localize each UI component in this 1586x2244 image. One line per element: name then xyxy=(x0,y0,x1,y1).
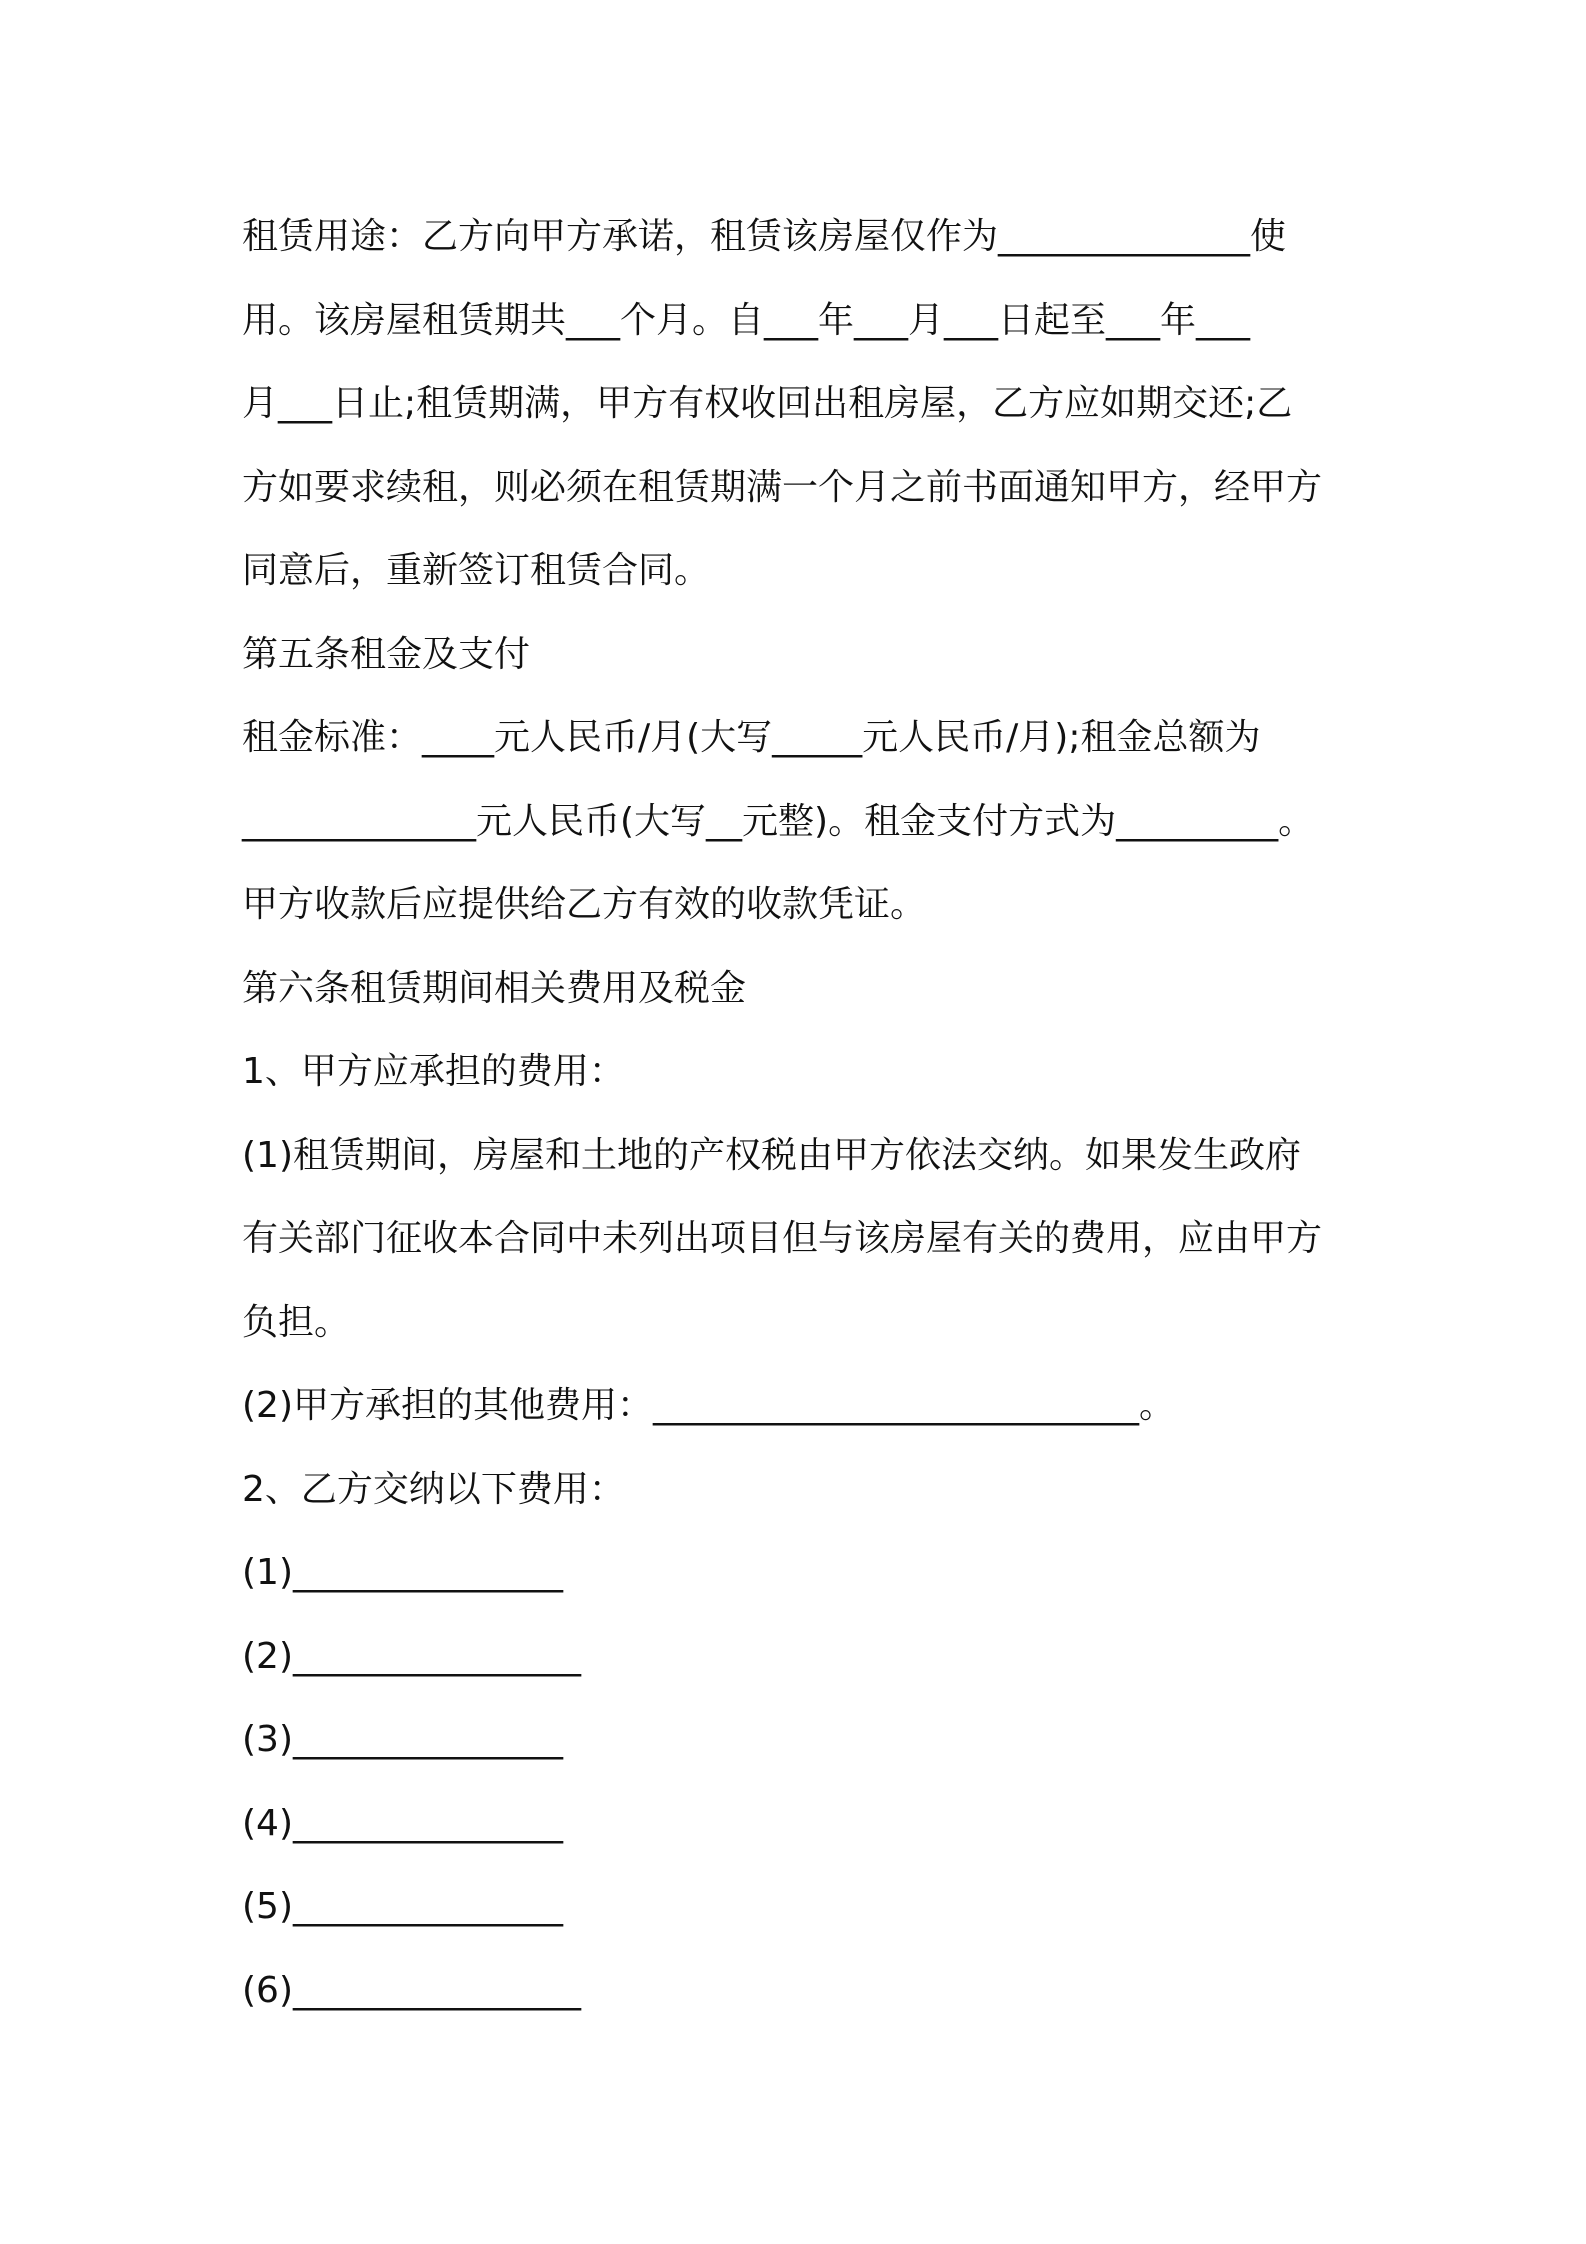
section-heading-fees: 第六条租赁期间相关费用及税金 xyxy=(242,967,747,1009)
list-heading-lessee-fees: 2、乙方交纳以下费用： xyxy=(242,1468,625,1510)
list-item-lessor-fee-1: (1)租赁期间，房屋和土地的产权税由甲方依法交纳。如果发生政府 xyxy=(242,1134,1301,1176)
paragraph-line-rent-standard: 租金标准：____元人民币/月(大写_____元人民币/月);租金总额为 xyxy=(242,717,1261,758)
list-item-lessee-fee-5: (5)_______________ xyxy=(242,1886,563,1927)
paragraph-line-term: 用。该房屋租赁期共___个月。自___年___月___日起至___年___ xyxy=(242,299,1251,341)
list-item-lessee-fee-2: (2)________________ xyxy=(242,1635,581,1677)
list-heading-lessor-fees: 1、甲方应承担的费用： xyxy=(242,1051,625,1092)
paragraph-line-receipt: 甲方收款后应提供给乙方有效的收款凭证。 xyxy=(242,884,927,925)
paragraph-line-expiry: 月___日止;租赁期满，甲方有权收回出租房屋，乙方应如期交还;乙 xyxy=(242,383,1293,424)
list-item-lessee-fee-4: (4)_______________ xyxy=(242,1802,563,1844)
list-item-lessee-fee-1: (1)_______________ xyxy=(242,1552,563,1593)
paragraph-line-renewal: 方如要求续租，则必须在租赁期满一个月之前书面通知甲方，经甲方 xyxy=(242,466,1323,508)
list-item-lessor-fee-2: (2)甲方承担的其他费用：___________________________。 xyxy=(242,1385,1175,1426)
paragraph-line-renewal-end: 同意后，重新签订租赁合同。 xyxy=(242,550,711,591)
section-heading-rent: 第五条租金及支付 xyxy=(242,633,531,675)
list-item-lessor-fee-1-cont: 有关部门征收本合同中未列出项目但与该房屋有关的费用，应由甲方 xyxy=(242,1218,1323,1259)
list-item-lessee-fee-3: (3)_______________ xyxy=(242,1719,563,1760)
document-body xyxy=(242,195,1352,2032)
paragraph-line-usage: 租赁用途：乙方向甲方承诺，租赁该房屋仅作为______________使 xyxy=(242,216,1287,257)
list-item-lessor-fee-1-end: 负担。 xyxy=(242,1301,351,1343)
paragraph-line-rent-total: _____________元人民币(大写__元整)。租金支付方式为_________。 xyxy=(242,800,1315,842)
list-item-lessee-fee-6: (6)________________ xyxy=(242,1969,581,2011)
